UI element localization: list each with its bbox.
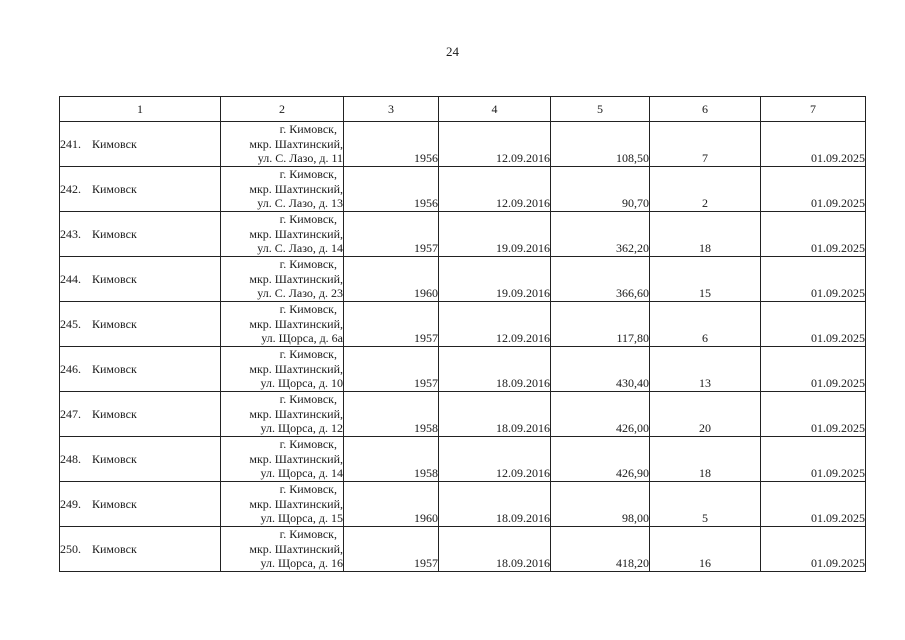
date-cell: 12.09.2016 xyxy=(439,167,551,212)
date-cell: 18.09.2016 xyxy=(439,482,551,527)
address-cell xyxy=(221,347,344,392)
page-number: 24 xyxy=(446,44,459,59)
locality-name: Кимовск xyxy=(92,361,137,376)
area-cell: 366,60 xyxy=(551,257,650,302)
count-cell: 18 xyxy=(650,212,761,257)
column-header: 7 xyxy=(761,97,866,122)
date-cell: 19.09.2016 xyxy=(439,257,551,302)
row-number: 249. xyxy=(60,496,81,511)
count-cell: 7 xyxy=(650,122,761,167)
address-cell xyxy=(221,392,344,437)
locality-name: Кимовск xyxy=(92,271,137,286)
address-cell xyxy=(221,212,344,257)
area-cell: 98,00 xyxy=(551,482,650,527)
table-row xyxy=(60,122,866,167)
locality-name: Кимовск xyxy=(92,316,137,331)
year-cell: 1956 xyxy=(344,122,439,167)
address-cell xyxy=(221,437,344,482)
column-header: 5 xyxy=(551,97,650,122)
address-line: мкр. Шахтинский, xyxy=(249,406,343,421)
row-number: 243. xyxy=(60,226,81,241)
table-row xyxy=(60,167,866,212)
header-row xyxy=(60,97,866,122)
locality-cell xyxy=(60,347,221,392)
date-cell: 18.09.2016 xyxy=(439,527,551,572)
address-line: ул. Щорса, д. 6а xyxy=(261,331,343,346)
address-line: ул. С. Лазо, д. 11 xyxy=(257,151,343,166)
address-line: мкр. Шахтинский, xyxy=(249,226,343,241)
address-line: мкр. Шахтинский, xyxy=(249,181,343,196)
area-cell: 426,00 xyxy=(551,392,650,437)
table-row xyxy=(60,302,866,347)
date-cell: 12.09.2016 xyxy=(439,122,551,167)
locality-name: Кимовск xyxy=(92,136,137,151)
deadline-cell: 01.09.2025 xyxy=(761,347,866,392)
area-cell: 362,20 xyxy=(551,212,650,257)
count-cell: 16 xyxy=(650,527,761,572)
row-number: 248. xyxy=(60,451,81,466)
address-line: ул. Щорса, д. 14 xyxy=(260,466,343,481)
column-header: 3 xyxy=(344,97,439,122)
count-cell: 6 xyxy=(650,302,761,347)
area-cell: 418,20 xyxy=(551,527,650,572)
count-cell: 20 xyxy=(650,392,761,437)
locality-cell xyxy=(60,392,221,437)
address-line: мкр. Шахтинский, xyxy=(249,451,343,466)
locality-name: Кимовск xyxy=(92,406,137,421)
count-cell: 15 xyxy=(650,257,761,302)
address-line: ул. С. Лазо, д. 23 xyxy=(257,286,343,301)
address-line: мкр. Шахтинский, xyxy=(249,541,343,556)
address-cell xyxy=(221,167,344,212)
address-line: мкр. Шахтинский, xyxy=(249,361,343,376)
address-line: г. Кимовск, xyxy=(279,212,337,227)
address-cell xyxy=(221,482,344,527)
count-cell: 18 xyxy=(650,437,761,482)
area-cell: 426,90 xyxy=(551,437,650,482)
table-row xyxy=(60,437,866,482)
table-row xyxy=(60,482,866,527)
address-line: г. Кимовск, xyxy=(279,437,337,452)
row-number: 247. xyxy=(60,406,81,421)
table-row xyxy=(60,527,866,572)
deadline-cell: 01.09.2025 xyxy=(761,482,866,527)
year-cell: 1960 xyxy=(344,257,439,302)
address-line: г. Кимовск, xyxy=(279,302,337,317)
locality-cell xyxy=(60,212,221,257)
locality-name: Кимовск xyxy=(92,181,137,196)
area-cell: 90,70 xyxy=(551,167,650,212)
address-line: ул. Щорса, д. 15 xyxy=(260,511,343,526)
table-row xyxy=(60,392,866,437)
address-line: ул. Щорса, д. 10 xyxy=(260,376,343,391)
locality-name: Кимовск xyxy=(92,541,137,556)
deadline-cell: 01.09.2025 xyxy=(761,437,866,482)
address-line: г. Кимовск, xyxy=(279,527,337,542)
address-line: г. Кимовск, xyxy=(279,167,337,182)
address-line: мкр. Шахтинский, xyxy=(249,271,343,286)
address-line: мкр. Шахтинский, xyxy=(249,136,343,151)
year-cell: 1957 xyxy=(344,212,439,257)
count-cell: 5 xyxy=(650,482,761,527)
address-line: г. Кимовск, xyxy=(279,257,337,272)
address-line: г. Кимовск, xyxy=(279,482,337,497)
column-header: 4 xyxy=(439,97,551,122)
locality-cell xyxy=(60,482,221,527)
locality-cell xyxy=(60,122,221,167)
row-number: 245. xyxy=(60,316,81,331)
column-header: 1 xyxy=(60,97,221,122)
deadline-cell: 01.09.2025 xyxy=(761,257,866,302)
date-cell: 12.09.2016 xyxy=(439,437,551,482)
row-number: 241. xyxy=(60,136,81,151)
address-line: г. Кимовск, xyxy=(279,347,337,362)
year-cell: 1957 xyxy=(344,302,439,347)
address-cell xyxy=(221,302,344,347)
deadline-cell: 01.09.2025 xyxy=(761,302,866,347)
count-cell: 2 xyxy=(650,167,761,212)
date-cell: 18.09.2016 xyxy=(439,392,551,437)
locality-name: Кимовск xyxy=(92,451,137,466)
year-cell: 1958 xyxy=(344,437,439,482)
table-row xyxy=(60,347,866,392)
address-line: ул. Щорса, д. 16 xyxy=(260,556,343,571)
locality-cell xyxy=(60,167,221,212)
locality-cell xyxy=(60,257,221,302)
locality-cell xyxy=(60,527,221,572)
deadline-cell: 01.09.2025 xyxy=(761,527,866,572)
area-cell: 108,50 xyxy=(551,122,650,167)
year-cell: 1958 xyxy=(344,392,439,437)
column-header: 6 xyxy=(650,97,761,122)
count-cell: 13 xyxy=(650,347,761,392)
date-cell: 12.09.2016 xyxy=(439,302,551,347)
table-row xyxy=(60,257,866,302)
locality-cell xyxy=(60,302,221,347)
table-row xyxy=(60,212,866,257)
address-cell xyxy=(221,257,344,302)
row-number: 242. xyxy=(60,181,81,196)
address-line: мкр. Шахтинский, xyxy=(249,496,343,511)
year-cell: 1957 xyxy=(344,347,439,392)
row-number: 250. xyxy=(60,541,81,556)
area-cell: 430,40 xyxy=(551,347,650,392)
locality-cell xyxy=(60,437,221,482)
column-header: 2 xyxy=(221,97,344,122)
address-line: мкр. Шахтинский, xyxy=(249,316,343,331)
locality-name: Кимовск xyxy=(92,496,137,511)
address-line: ул. С. Лазо, д. 14 xyxy=(257,241,343,256)
registry-table xyxy=(59,96,866,572)
date-cell: 19.09.2016 xyxy=(439,212,551,257)
row-number: 244. xyxy=(60,271,81,286)
deadline-cell: 01.09.2025 xyxy=(761,122,866,167)
year-cell: 1956 xyxy=(344,167,439,212)
address-line: ул. С. Лазо, д. 13 xyxy=(257,196,343,211)
deadline-cell: 01.09.2025 xyxy=(761,212,866,257)
address-cell xyxy=(221,122,344,167)
deadline-cell: 01.09.2025 xyxy=(761,167,866,212)
address-line: г. Кимовск, xyxy=(279,392,337,407)
locality-name: Кимовск xyxy=(92,226,137,241)
date-cell: 18.09.2016 xyxy=(439,347,551,392)
address-line: г. Кимовск, xyxy=(279,122,337,137)
row-number: 246. xyxy=(60,361,81,376)
deadline-cell: 01.09.2025 xyxy=(761,392,866,437)
area-cell: 117,80 xyxy=(551,302,650,347)
address-cell xyxy=(221,527,344,572)
address-line: ул. Щорса, д. 12 xyxy=(260,421,343,436)
year-cell: 1957 xyxy=(344,527,439,572)
year-cell: 1960 xyxy=(344,482,439,527)
